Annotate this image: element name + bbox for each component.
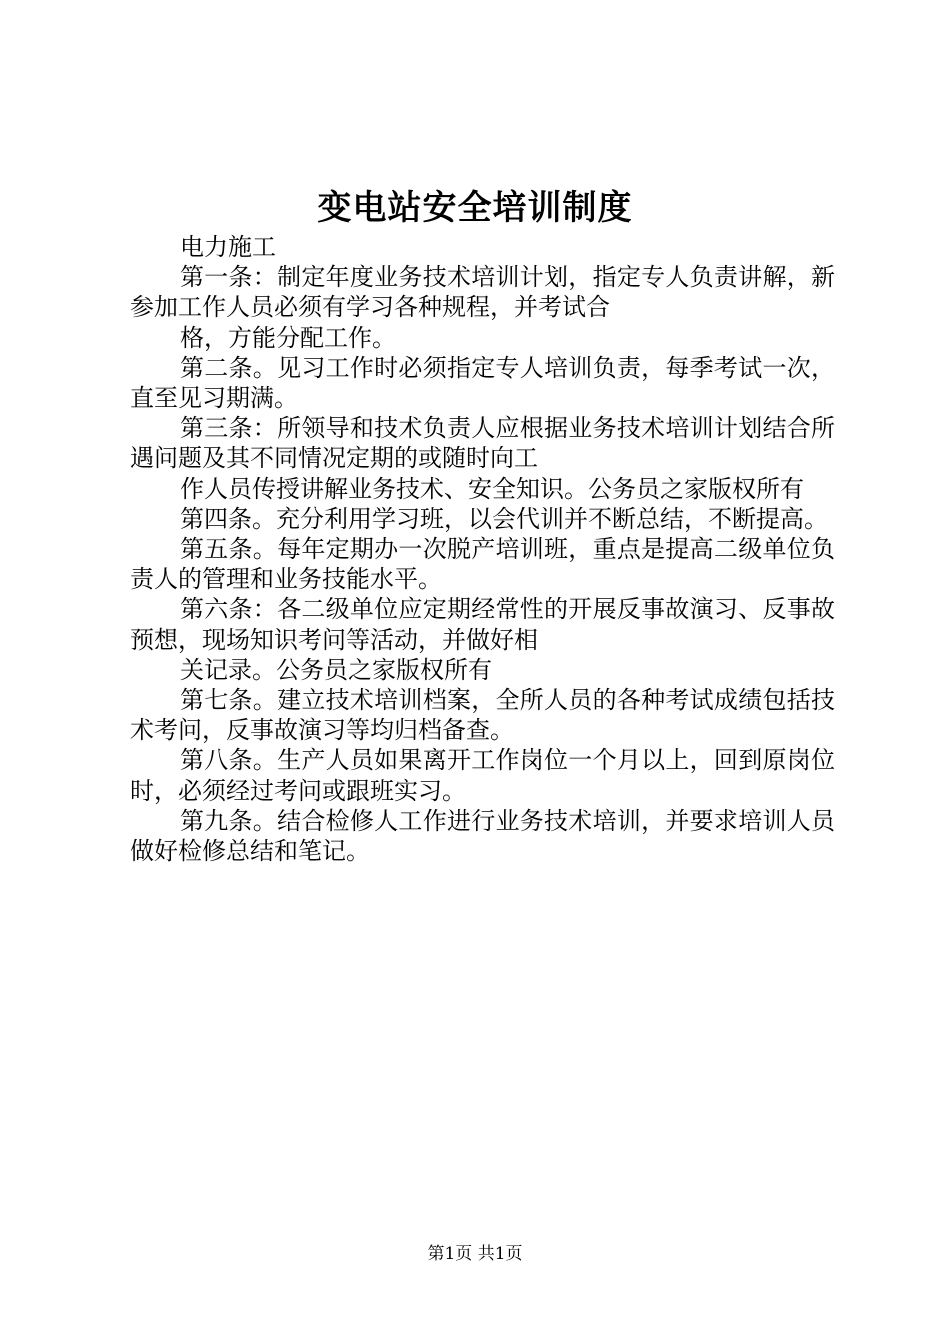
paragraph: 第七条。建立技术培训档案，全所人员的各种考试成绩包括技术考问，反事故演习等均归档备查。: [130, 686, 835, 745]
paragraph: 第八条。生产人员如果离开工作岗位一个月以上，回到原岗位时，必须经过考问或跟班实习。: [130, 746, 835, 805]
paragraph: 作人员传授讲解业务技术、安全知识。公务员之家版权所有: [180, 474, 804, 503]
paragraph: 第一条：制定年度业务技术培训计划，指定专人负责讲解，新参加工作人员必须有学习各种规程，并考试合: [130, 263, 835, 322]
paragraph: 第二条。见习工作时必须指定专人培训负责，每季考试一次，直至见习期满。: [130, 353, 835, 413]
paragraph: 格，方能分配工作。: [180, 323, 396, 352]
paragraph: 第九条。结合检修人工作进行业务技术培训，并要求培训人员做好检修总结和笔记。: [130, 806, 835, 866]
paragraph: 第六条：各二级单位应定期经常性的开展反事故演习、反事故预想，现场知识考问等活动，并做好相: [130, 595, 835, 654]
paragraph: 电力施工: [180, 233, 276, 261]
page-footer: 第1页 共1页: [427, 1244, 523, 1264]
paragraph: 关记录。公务员之家版权所有: [180, 655, 492, 684]
paragraph: 第四条。充分利用学习班，以会代训并不断总结，不断提高。: [180, 504, 828, 533]
paragraph: 第三条：所领导和技术负责人应根据业务技术培训计划结合所遇问题及其不同情况定期的或随时向工: [130, 414, 835, 473]
document-body: [130, 232, 835, 866]
paragraph: 第五条。每年定期办一次脱产培训班，重点是提高二级单位负责人的管理和业务技能水平。: [130, 535, 835, 594]
document-title: 变电站安全培训制度: [317, 188, 633, 228]
